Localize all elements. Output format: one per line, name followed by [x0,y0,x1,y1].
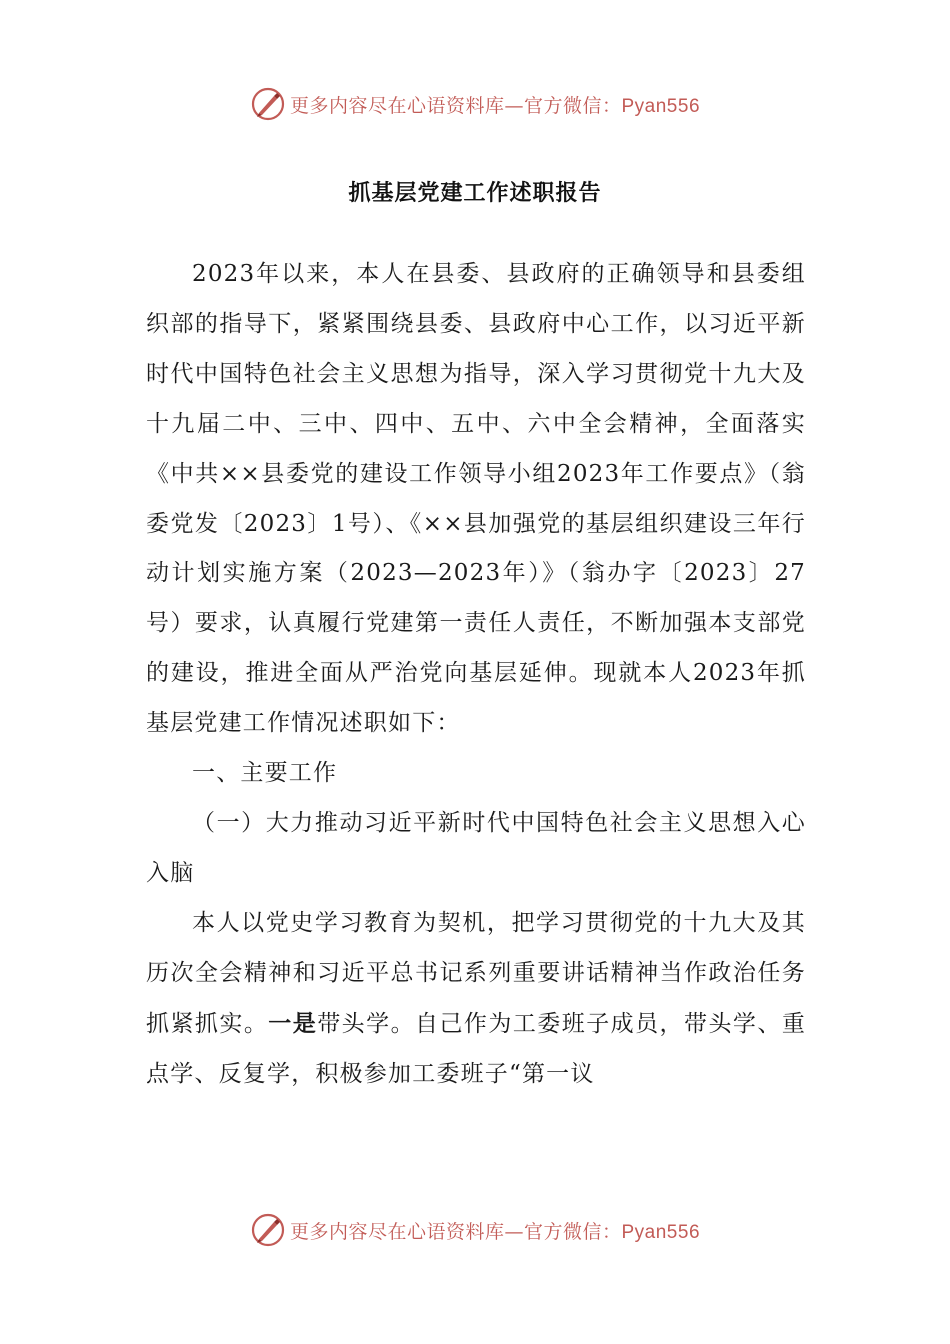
paragraph-lead: 本人以党史学习教育为契机，把学习贯彻党的十九大及其历次全会精神和习近平总书记系列重要讲话精神当作政治任务抓紧抓实。 [146,909,806,1037]
watermark-site-text: 更多内容尽在心语资料库—官方微信： [289,94,622,117]
watermark-wechat-id: Pyan556 [621,1221,701,1243]
subsection-heading: （一）大力推动习近平新时代中国特色社会主义思想入心入脑 [146,809,806,886]
section-heading: 一、主要工作 [192,760,338,787]
paragraph-bold-marker: 一是 [268,1009,318,1037]
watermark-footer [0,1210,950,1250]
watermark-wechat-id: Pyan556 [621,95,701,117]
intro-paragraph: 2023年以来，本人在县委、县政府的正确领导和县委组织部的指导下，紧紧围绕县委、县政府中心工作，以习近平新时代中国特色社会主义思想为指导，深入学习贯彻党十九大及十九届二中、三中、四中、五中、六中全会精神，全面落实《中共××县委党的建设工作领导小组2023年工作要点》（翁委党发〔2023〕1号）、《××县加强党的基层组织建设三年行动计划实施方案（2023—2023年）》（翁办字〔2023〕27号）要求，认真履行党建第一责任人责任，不断加强本支部党的建设，推进全面从严治党向基层延伸。现就本人2023年抓基层党建工作情况述职如下： [146,261,806,737]
pen-logo-icon [250,1212,286,1248]
paragraph-rest: 带头学。自己作为工委班子成员，带头学、重点学、反复学，积极参加工委班子“第一议 [146,1010,807,1087]
watermark-text [290,1217,700,1244]
watermark-text [290,91,700,118]
document-body [146,250,806,1099]
pen-logo-icon [250,86,286,122]
body-paragraph [146,899,806,1100]
watermark-site-text: 更多内容尽在心语资料库—官方微信： [289,1220,622,1243]
watermark-header [0,84,950,124]
document-title: 抓基层党建工作述职报告 [348,181,602,206]
